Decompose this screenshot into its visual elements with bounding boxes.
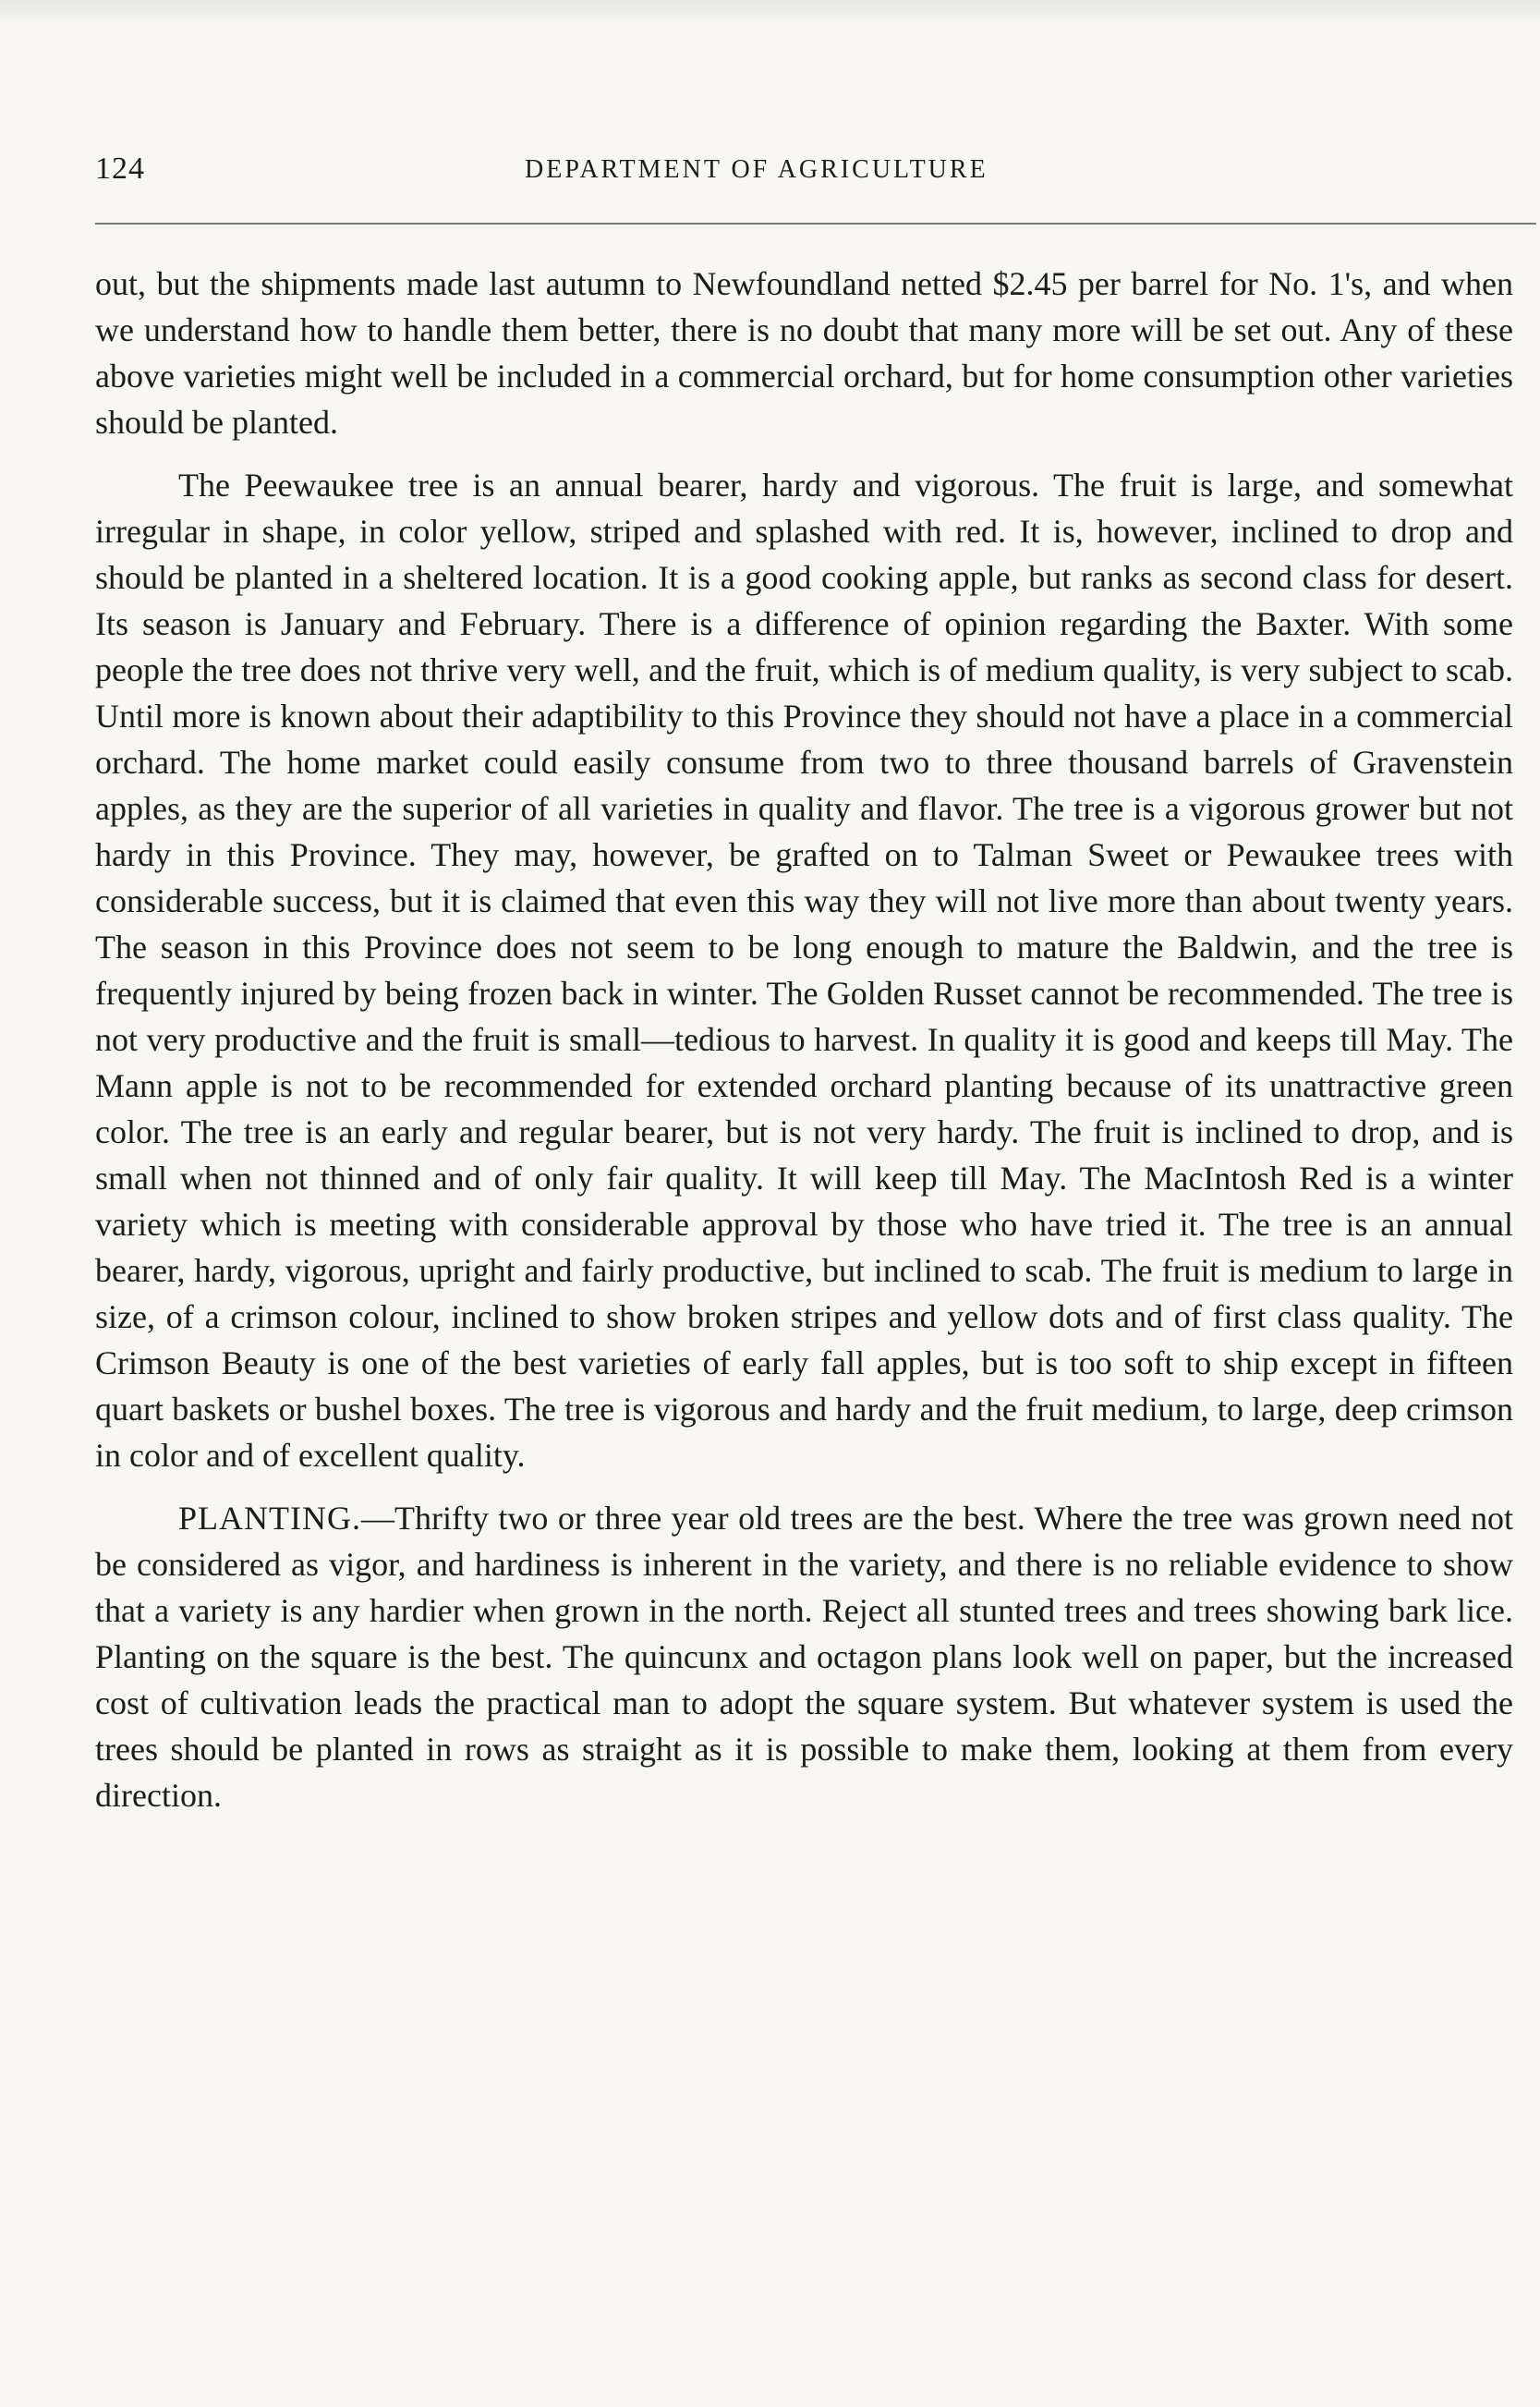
header-rule (95, 223, 1536, 225)
paragraph-planting (95, 1495, 1513, 1818)
page-number: 124 (95, 152, 145, 186)
page-header (95, 152, 1536, 198)
body-text (95, 261, 1513, 1835)
scan-edge-shading (0, 0, 1540, 24)
paragraph-continued: out, but the shipments made last autumn to Newfoundland netted $2.45 per barrel for No. 1's, and when we understand how to handle them better, there is no doubt that many more will be set out. Any of these above varieties might well be included in a commercial orchard, but for home consumption other varieties should be planted. (95, 265, 1513, 441)
section-lead-planting: PLANTING. (178, 1500, 361, 1537)
paragraph-apple-varieties: The Peewaukee tree is an annual bearer, hardy and vigorous. The fruit is large, and somewhat irregular in shape, in color yellow, striped and splashed with red. It is, however, inclined to drop and should be planted in a sheltered location. It is a good cooking apple, but ranks as second class for desert. Its season is January and February. There is a difference of opinion regarding the Baxter. With some people the tree does not thrive very well, and the fruit, which is of medium quality, is very subject to scab. Until more is known about their adaptibility to this Province they should not have a place in a commercial orchard. The home market could easily consume from two to three thousand barrels of Gravenstein apples, as they are the superior of all varieties in quality and flavor. The tree is a vigorous grower but not hardy in this Province. They may, however, be grafted on to Talman Sweet or Pewaukee trees with considerable success, but it is claimed that even this way they will not live more than about twenty years. The season in this Province does not seem to be long enough to mature the Baldwin, and the tree is frequently injured by being frozen back in winter. The Golden Russet cannot be recommended. The tree is not very productive and the fruit is small—tedious to harvest. In quality it is good and keeps till May. The Mann apple is not to be recommended for extended orchard planting because of its unattractive green color. The tree is an early and regular bearer, but is not very hardy. The fruit is inclined to drop, and is small when not thinned and of only fair quality. It will keep till May. The MacIntosh Red is a winter variety which is meeting with considerable approval by those who have tried it. The tree is an annual bearer, hardy, vigorous, upright and fairly productive, but inclined to scab. The fruit is medium to large in size, of a crimson colour, inclined to show broken stripes and yellow dots and of first class quality. The Crimson Beauty is one of the best varieties of early fall apples, but is too soft to ship except in fifteen quart baskets or bushel boxes. The tree is vigorous and hardy and the fruit medium, to large, deep crimson in color and of excellent quality. (95, 467, 1513, 1474)
running-head: DEPARTMENT OF AGRICULTURE (525, 155, 988, 184)
paragraph-planting-text: —Thrifty two or three year old trees are the best. Where the tree was grown need not be considered as vigor, and hardiness is inherent in the variety, and there is no reliable evidence to show that a variety is any hardier when grown in the north. Reject all stunted trees and trees showing bark lice. Planting on the square is the best. The quincunx and octagon plans look well on paper, but the increased cost of cultivation leads the practical man to adopt the square system. But whatever system is used the trees should be planted in rows as straight as it is possible to make them, looking at them from every direction. (95, 1500, 1513, 1814)
